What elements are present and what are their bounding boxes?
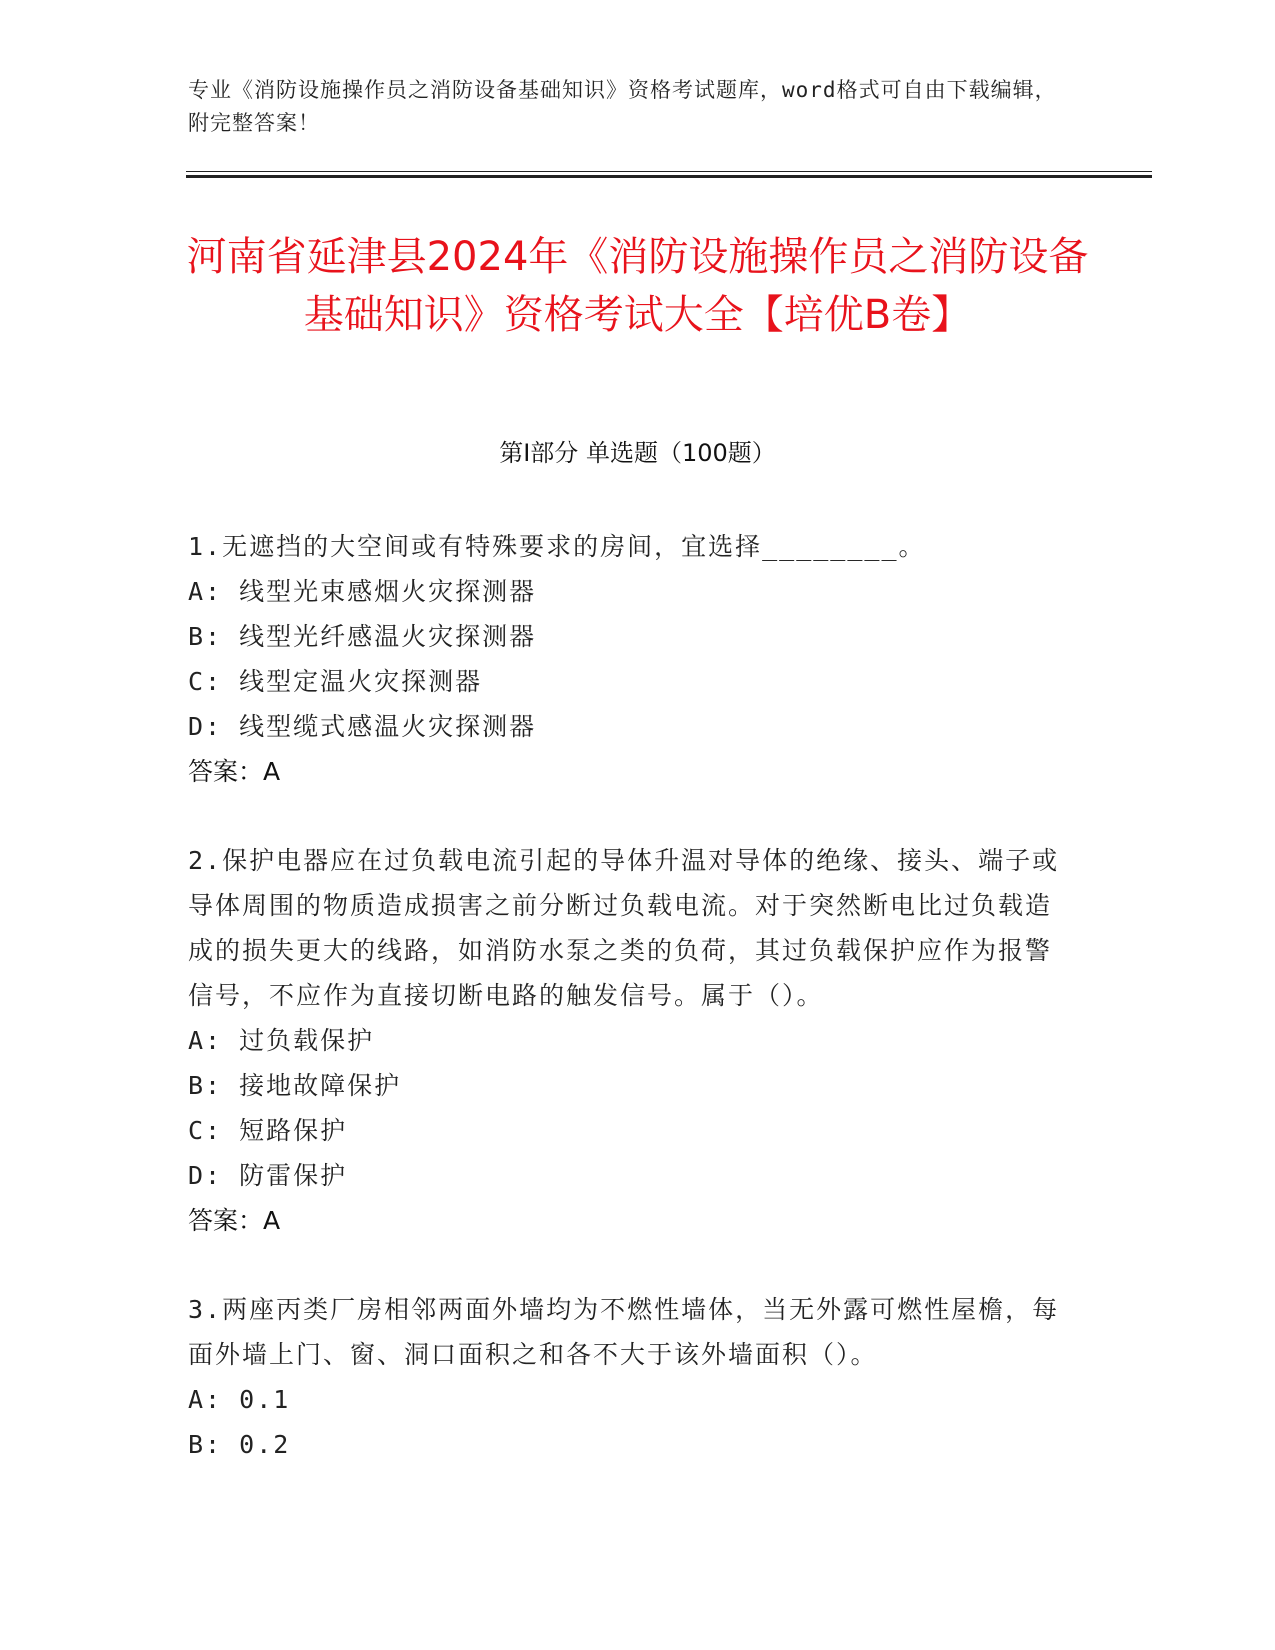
answer-label: 答案：A — [188, 757, 281, 786]
option-a: A: 过负载保护 — [188, 1026, 375, 1055]
option-b: B: 0.2 — [188, 1430, 291, 1459]
option-b: B: 接地故障保护 — [188, 1071, 402, 1100]
option-d: D: 线型缆式感温火灾探测器 — [188, 712, 537, 741]
option-d: D: 防雷保护 — [188, 1161, 348, 1190]
question-stem: 3.两座丙类厂房相邻两面外墙均为不燃性墙体，当无外露可燃性屋檐，每面外墙上门、窗、洞口面积之和各不大于该外墙面积（）。 — [188, 1295, 1060, 1369]
question-1 — [188, 524, 1068, 794]
question-list — [188, 524, 1068, 1511]
section-heading: 第I部分 单选题（100题） — [499, 439, 776, 467]
header-rule-thick — [186, 175, 1152, 178]
header-note: 专业《消防设施操作员之消防设备基础知识》资格考试题库，word格式可自由下载编辑，附完整答案！ — [188, 78, 1057, 135]
document-title: 河南省延津县2024年《消防设施操作员之消防设备基础知识》资格考试大全【培优B卷】 — [186, 234, 1089, 338]
question-stem: 2.保护电器应在过负载电流引起的导体升温对导体的绝缘、接头、端子或导体周围的物质造成损害之前分断过负载电流。对于突然断电比过负载造成的损失更大的线路，如消防水泵之类的负荷，其过负载保护应作为报警信号，不应作为直接切断电路的触发信号。属于（）。 — [188, 846, 1060, 1010]
answer-label: 答案：A — [188, 1206, 281, 1235]
option-c: C: 线型定温火灾探测器 — [188, 667, 483, 696]
question-2 — [188, 838, 1068, 1243]
question-stem: 1.无遮挡的大空间或有特殊要求的房间，宜选择________。 — [188, 532, 926, 561]
question-3 — [188, 1287, 1068, 1467]
option-a: A: 0.1 — [188, 1385, 291, 1414]
header-rule-thin — [186, 171, 1152, 172]
option-b: B: 线型光纤感温火灾探测器 — [188, 622, 537, 651]
option-a: A: 线型光束感烟火灾探测器 — [188, 577, 537, 606]
option-c: C: 短路保护 — [188, 1116, 348, 1145]
